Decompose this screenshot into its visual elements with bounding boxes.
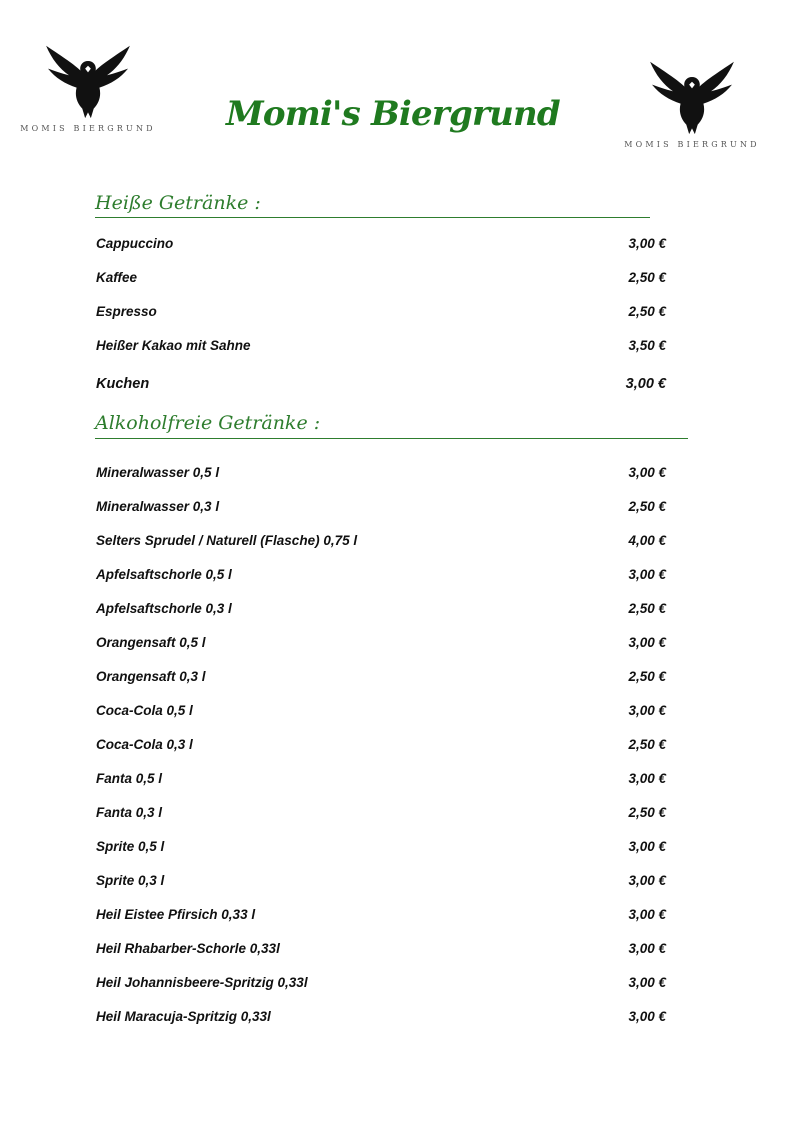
menu-item-row (96, 601, 666, 621)
item-price: 2,50 € (628, 737, 666, 752)
menu-item-row (96, 338, 666, 358)
menu-item-row (96, 941, 666, 961)
item-price: 3,00 € (628, 465, 666, 480)
item-name: Sprite 0,3 l (96, 873, 165, 888)
item-name: Mineralwasser 0,5 l (96, 465, 220, 480)
item-name: Orangensaft 0,5 l (96, 635, 206, 650)
item-price: 2,50 € (628, 304, 666, 319)
item-price: 3,00 € (628, 907, 666, 922)
item-price: 2,50 € (628, 270, 666, 285)
menu-item-row (96, 805, 666, 825)
item-price: 3,00 € (628, 771, 666, 786)
item-name: Selters Sprudel / Naturell (Flasche) 0,75 l (96, 533, 358, 548)
item-price: 3,00 € (628, 703, 666, 718)
item-price: 2,50 € (628, 669, 666, 684)
section-heading-soft-drinks: Alkoholfreie Getränke : (95, 412, 321, 434)
menu-item-row (96, 635, 666, 655)
eagle-logo-left (18, 40, 158, 133)
item-name: Fanta 0,5 l (96, 771, 163, 786)
menu-item-row (96, 236, 666, 256)
menu-item-row (96, 771, 666, 791)
item-name: Coca-Cola 0,5 l (96, 703, 193, 718)
menu-item-row (96, 907, 666, 927)
menu-item-row (96, 669, 666, 689)
item-name: Heil Rhabarber-Schorle 0,33l (96, 941, 280, 956)
menu-item-row (96, 873, 666, 893)
section-divider (95, 438, 688, 439)
item-name: Coca-Cola 0,3 l (96, 737, 193, 752)
menu-item-row (96, 465, 666, 485)
item-price: 3,00 € (628, 941, 666, 956)
menu-item-row (96, 499, 666, 519)
menu-item-row (96, 567, 666, 587)
menu-item-row (96, 703, 666, 723)
item-name: Heil Eistee Pfirsich 0,33 l (96, 907, 256, 922)
menu-item-row (96, 975, 666, 995)
menu-item-row (96, 839, 666, 859)
menu-item-row (96, 304, 666, 324)
eagle-logo-right (622, 56, 762, 149)
eagle-icon (644, 56, 740, 136)
item-name: Mineralwasser 0,3 l (96, 499, 220, 514)
item-name: Apfelsaftschorle 0,5 l (96, 567, 232, 582)
item-price: 2,50 € (628, 499, 666, 514)
menu-item-row (96, 270, 666, 290)
section-heading-hot-drinks: Heiße Getränke : (95, 192, 261, 214)
item-price: 4,00 € (628, 533, 666, 548)
item-price: 2,50 € (628, 805, 666, 820)
logo-left-text: MOMIS BIERGRUND (20, 124, 156, 133)
item-price: 3,00 € (628, 1009, 666, 1024)
item-price: 3,00 € (628, 839, 666, 854)
item-name: Heißer Kakao mit Sahne (96, 338, 251, 353)
item-name: Fanta 0,3 l (96, 805, 163, 820)
logo-right-text: MOMIS BIERGRUND (624, 140, 760, 149)
item-price: 3,00 € (628, 873, 666, 888)
item-name: Heil Johannisbeere-Spritzig 0,33l (96, 975, 308, 990)
menu-item-row (96, 737, 666, 757)
item-price: 3,00 € (628, 635, 666, 650)
item-name: Kuchen (96, 376, 150, 392)
menu-item-row (96, 533, 666, 553)
item-price: 3,00 € (625, 376, 666, 392)
item-name: Sprite 0,5 l (96, 839, 165, 854)
item-price: 3,00 € (628, 567, 666, 582)
item-name: Orangensaft 0,3 l (96, 669, 206, 684)
item-name: Heil Maracuja-Spritzig 0,33l (96, 1009, 271, 1024)
eagle-icon (40, 40, 136, 120)
item-price: 2,50 € (628, 601, 666, 616)
item-price: 3,00 € (628, 975, 666, 990)
item-price: 3,00 € (628, 236, 666, 251)
menu-item-row (96, 1009, 666, 1029)
item-name: Espresso (96, 304, 157, 319)
page-title: Momi's Biergrund (226, 94, 560, 134)
menu-item-row (96, 376, 666, 396)
item-price: 3,50 € (628, 338, 666, 353)
item-name: Apfelsaftschorle 0,3 l (96, 601, 232, 616)
item-name: Cappuccino (96, 236, 174, 251)
section-divider (95, 217, 650, 218)
item-name: Kaffee (96, 270, 138, 285)
